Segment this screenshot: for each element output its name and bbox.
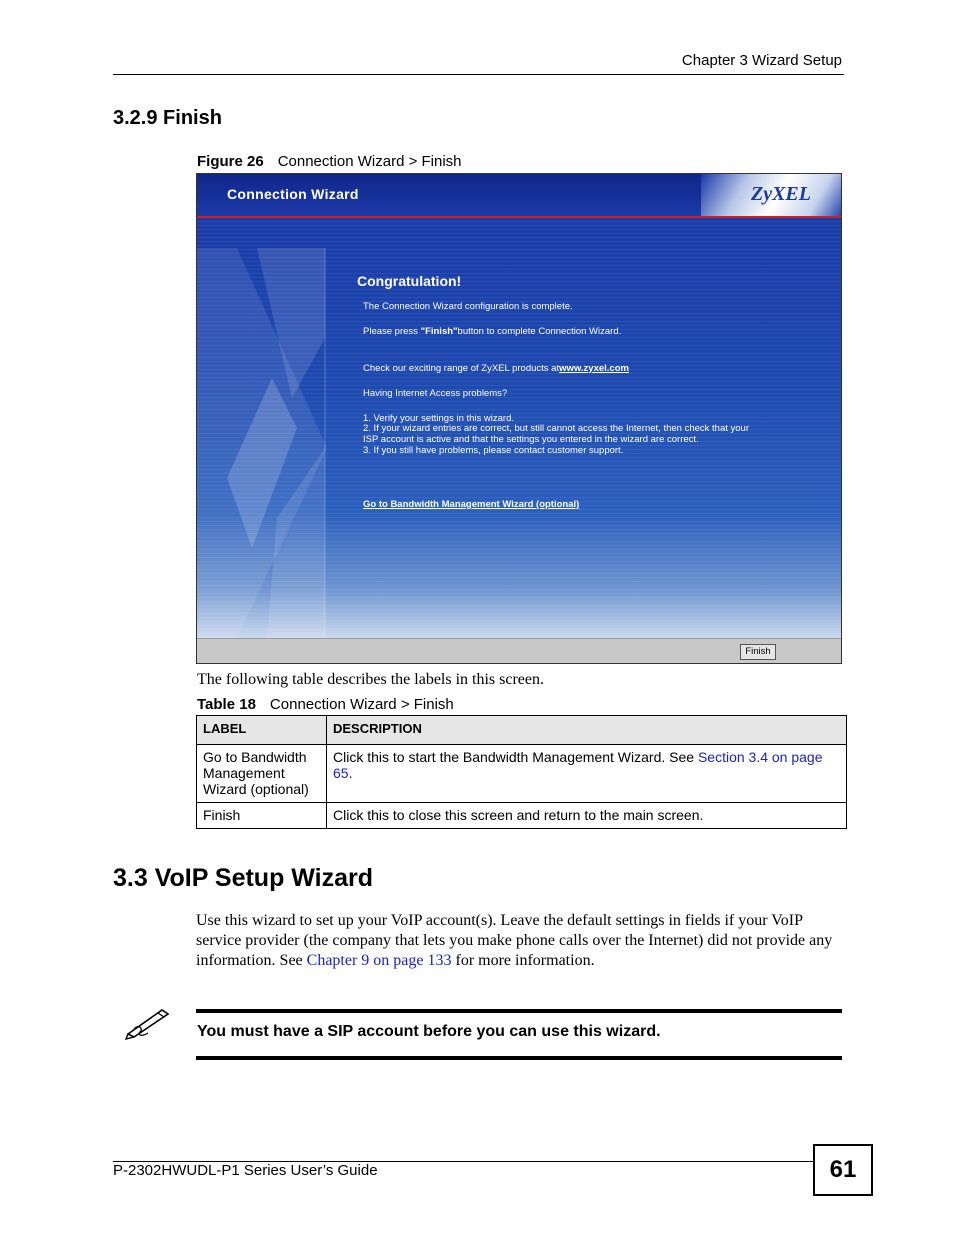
problems-message: Having Internet Access problems? bbox=[363, 388, 508, 399]
zyxel-logo: ZyXEL bbox=[751, 183, 811, 205]
chapter-9-link[interactable]: Chapter 9 on page 133 bbox=[306, 952, 452, 969]
decorative-x-graphic bbox=[197, 218, 337, 638]
label-description-table bbox=[196, 715, 847, 829]
table-caption bbox=[197, 696, 454, 713]
zyxel-website-link[interactable]: www.zyxel.com bbox=[559, 363, 629, 374]
row-label: Finish bbox=[197, 803, 327, 829]
note-bottom-rule bbox=[196, 1056, 842, 1060]
table-row bbox=[197, 803, 847, 829]
tip-1: 1. Verify your settings in this wizard. bbox=[363, 413, 515, 424]
section-heading-voip: 3.3 VoIP Setup Wizard bbox=[113, 864, 374, 892]
wizard-title: Connection Wizard bbox=[227, 186, 359, 202]
table-row bbox=[197, 745, 847, 803]
bandwidth-wizard-link[interactable]: Go to Bandwidth Management Wizard (optional) bbox=[363, 499, 580, 510]
note-pen-icon bbox=[122, 1004, 174, 1040]
table-header-row bbox=[197, 716, 847, 745]
wizard-screenshot bbox=[196, 173, 842, 664]
page-number: 61 bbox=[813, 1144, 873, 1196]
note-text: You must have a SIP account before you can use this wizard. bbox=[197, 1023, 661, 1040]
figure-caption bbox=[197, 153, 462, 170]
figure-label: Figure 26 bbox=[197, 153, 264, 170]
note-top-rule bbox=[196, 1009, 842, 1013]
wizard-footer bbox=[197, 638, 841, 664]
section-3-4-link[interactable]: Section 3.4 on page 65 bbox=[333, 749, 823, 781]
complete-message: The Connection Wizard configuration is complete. bbox=[363, 301, 573, 312]
header-rule bbox=[113, 74, 844, 75]
finish-button[interactable]: Finish bbox=[740, 644, 776, 660]
figure-caption-text: Connection Wizard > Finish bbox=[277, 153, 462, 170]
press-finish-message: Please press "Finish"button to complete Connection Wizard. bbox=[363, 326, 622, 337]
table-intro: The following table describes the labels in this screen. bbox=[197, 671, 545, 688]
row-label: Go to Bandwidth Management Wizard (optional) bbox=[197, 745, 327, 803]
section-heading-finish: 3.2.9 Finish bbox=[113, 107, 222, 129]
zyxel-products-message: Check our exciting range of ZyXEL products atwww.zyxel.com bbox=[363, 363, 629, 374]
tip-3: 3. If you still have problems, please contact customer support. bbox=[363, 445, 624, 456]
congratulation-heading: Congratulation! bbox=[357, 273, 462, 289]
tip-2a: 2. If your wizard entries are correct, but still cannot access the Internet, then check that your bbox=[363, 423, 749, 434]
guide-title: P-2302HWUDL-P1 Series User’s Guide bbox=[113, 1162, 378, 1179]
running-head: Chapter 3 Wizard Setup bbox=[681, 52, 842, 69]
voip-paragraph: Use this wizard to set up your VoIP account(s). Leave the default settings in fields if your VoIP service provider (the company that lets you make phone calls over the Internet) did not provide any information. See Chapter 9 on page 133 for more information. bbox=[196, 912, 833, 969]
row-description: Click this to close this screen and return to the main screen. bbox=[327, 803, 847, 829]
table-caption-text: Connection Wizard > Finish bbox=[269, 696, 454, 713]
tip-2b: ISP account is active and that the settings you entered in the wizard are correct. bbox=[363, 434, 699, 445]
row-description: Click this to start the Bandwidth Management Wizard. See Section 3.4 on page 65. bbox=[327, 745, 847, 803]
column-header-description: DESCRIPTION bbox=[327, 716, 847, 745]
table-label: Table 18 bbox=[197, 696, 256, 713]
brand-panel bbox=[701, 174, 841, 216]
wizard-body bbox=[197, 218, 841, 638]
column-header-label: LABEL bbox=[197, 716, 327, 745]
